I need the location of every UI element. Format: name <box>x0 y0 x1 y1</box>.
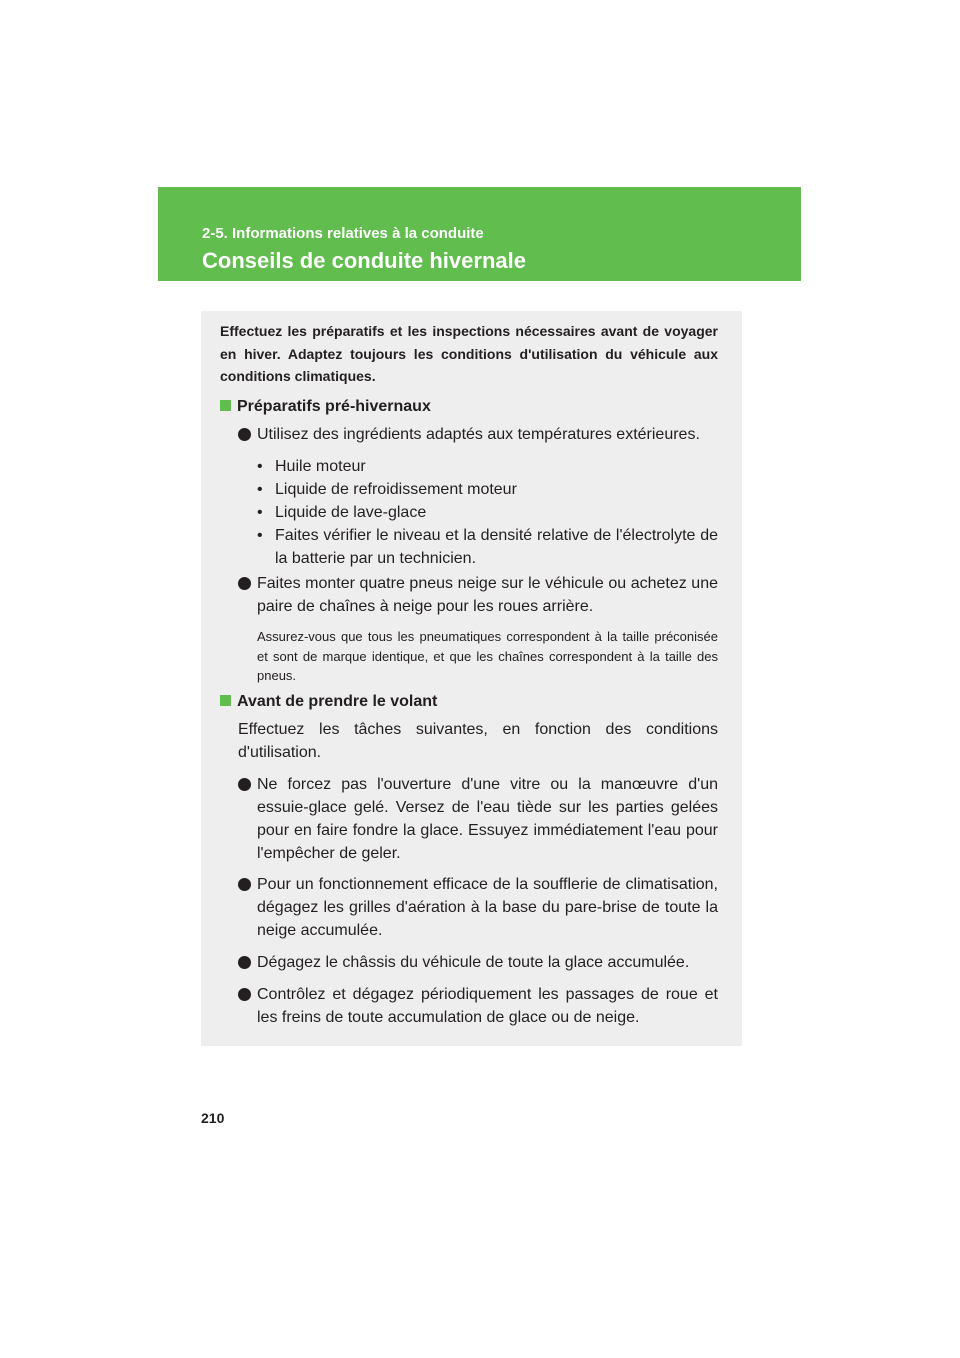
small-bullet-icon: • <box>257 527 263 544</box>
bullet-item <box>238 423 718 446</box>
small-bullet-icon: • <box>257 458 263 475</box>
intro-paragraph: Effectuez les préparatifs et les inspections nécessaires avant de voyager en hiver. Adaptez toujours les conditions d'utilisation du véhicule aux conditions climatiques. <box>220 323 718 384</box>
bullet-text: Faites monter quatre pneus neige sur le véhicule ou achetez une paire de chaînes à neige pour les roues arrière. <box>257 575 718 615</box>
bullet-item <box>238 572 718 618</box>
sub-list-item <box>257 455 718 478</box>
content-panel <box>201 311 742 1046</box>
round-bullet-icon <box>238 878 251 891</box>
section-heading-before-driving <box>220 693 437 711</box>
sub-list-text: Faites vérifier le niveau et la densité relative de l'électrolyte de la batterie par un technicien. <box>275 527 718 567</box>
bullet-text: Utilisez des ingrédients adaptés aux températures extérieures. <box>257 426 700 443</box>
bullet-text: Dégagez le châssis du véhicule de toute la glace accumulée. <box>257 954 690 971</box>
section-heading-text: Avant de prendre le volant <box>237 693 438 710</box>
sub-list-text: Huile moteur <box>275 458 366 475</box>
round-bullet-icon <box>238 956 251 969</box>
square-bullet-icon <box>220 695 231 706</box>
section-heading-preparations <box>220 398 431 416</box>
section-heading-text: Préparatifs pré-hivernaux <box>237 398 431 415</box>
small-bullet-icon: • <box>257 481 263 498</box>
bullet-item <box>238 873 718 942</box>
bullet-text: Contrôlez et dégagez périodiquement les passages de roue et les freins de toute accumulation de glace ou de neige. <box>257 986 718 1026</box>
sub-list-item <box>257 478 718 501</box>
round-bullet-icon <box>238 988 251 1001</box>
round-bullet-icon <box>238 577 251 590</box>
bullet-text: Pour un fonctionnement efficace de la soufflerie de climatisation, dégagez les grilles d'aération à la base du pare-brise de toute la neige accumulée. <box>257 876 718 939</box>
section-intro: Effectuez les tâches suivantes, en fonction des conditions d'utilisation. <box>238 721 718 761</box>
note-text: Assurez-vous que tous les pneumatiques correspondent à la taille préconisée et sont de marque identique, et que les chaînes correspondent à la taille des pneus. <box>257 629 718 683</box>
bullet-text: Ne forcez pas l'ouverture d'une vitre ou la manœuvre d'un essuie-glace gelé. Versez de l'eau tiède sur les parties gelées pour en faire fondre la glace. Essuyez immédiatement l'eau pour l'empêcher de geler. <box>257 776 718 862</box>
sub-list-item <box>257 501 718 524</box>
bullet-item <box>238 951 718 974</box>
round-bullet-icon <box>238 428 251 441</box>
sub-list-text: Liquide de lave-glace <box>275 504 427 521</box>
small-bullet-icon: • <box>257 504 263 521</box>
sub-list-text: Liquide de refroidissement moteur <box>275 481 517 498</box>
round-bullet-icon <box>238 778 251 791</box>
square-bullet-icon <box>220 400 231 411</box>
sub-list-item <box>257 524 718 570</box>
bullet-item <box>238 773 718 865</box>
section-label: 2-5. Informations relatives à la conduite <box>202 225 484 242</box>
bullet-item <box>238 983 718 1029</box>
page-title: Conseils de conduite hivernale <box>202 248 526 273</box>
page-number: 210 <box>201 1110 225 1126</box>
chapter-header <box>158 187 801 281</box>
